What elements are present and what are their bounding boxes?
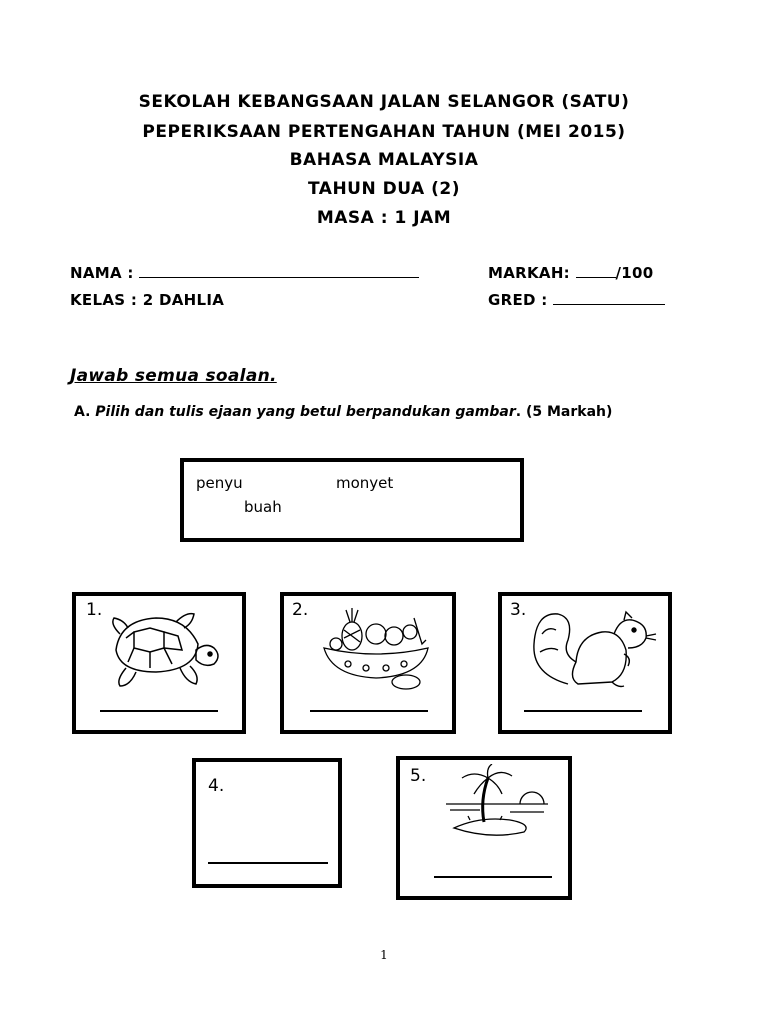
answer-line-1[interactable] [100, 710, 218, 712]
exam-title: PEPERIKSAAN PERTENGAHAN TAHUN (MEI 2015) [142, 122, 626, 142]
question-number-1: 1. [86, 600, 103, 620]
markah-total: /100 [615, 264, 654, 282]
kelas-value: 2 DAHLIA [142, 291, 225, 309]
markah-line[interactable] [576, 277, 616, 278]
turtle-image [106, 610, 226, 692]
nama-label: NAMA : [70, 264, 134, 282]
kelas-field [70, 291, 224, 309]
word-buah: buah [244, 498, 282, 516]
section-instruction [74, 404, 612, 420]
section-text: Pilih dan tulis ejaan yang betul berpandukan gambar [95, 404, 516, 420]
markah-label: MARKAH: [488, 264, 570, 282]
question-number-4: 4. [208, 776, 225, 796]
kelas-label: KELAS : [70, 291, 138, 309]
island-image [440, 764, 550, 844]
question-box-5 [396, 756, 572, 900]
nama-field [70, 264, 419, 282]
word-bank-box [180, 458, 524, 542]
subject-title: BAHASA MALAYSIA [289, 150, 479, 170]
year-title: TAHUN DUA (2) [308, 179, 460, 199]
instruction-title: Jawab semua soalan. [70, 366, 277, 386]
gred-label: GRED : [488, 291, 548, 309]
squirrel-image [528, 604, 658, 694]
answer-line-4[interactable] [208, 862, 328, 864]
answer-line-3[interactable] [524, 710, 642, 712]
answer-line-2[interactable] [310, 710, 428, 712]
time-title: MASA : 1 JAM [316, 208, 452, 228]
question-box-4 [192, 758, 342, 888]
nama-line[interactable] [139, 277, 419, 278]
gred-field [488, 291, 665, 309]
fruit-basket-image [318, 604, 434, 694]
page-number: 1 [380, 948, 388, 962]
section-letter: A. [74, 404, 91, 420]
question-box-2 [280, 592, 456, 734]
section-marks: . (5 Markah) [515, 404, 613, 420]
question-number-2: 2. [292, 600, 309, 620]
word-monyet: monyet [336, 474, 394, 492]
gred-line[interactable] [553, 304, 665, 305]
question-box-1 [72, 592, 246, 734]
question-box-3 [498, 592, 672, 734]
markah-field [488, 264, 654, 282]
question-number-5: 5. [410, 766, 427, 786]
school-name: SEKOLAH KEBANGSAAN JALAN SELANGOR (SATU) [138, 92, 630, 112]
answer-line-5[interactable] [434, 876, 552, 878]
question-number-3: 3. [510, 600, 527, 620]
word-penyu: penyu [196, 474, 243, 492]
